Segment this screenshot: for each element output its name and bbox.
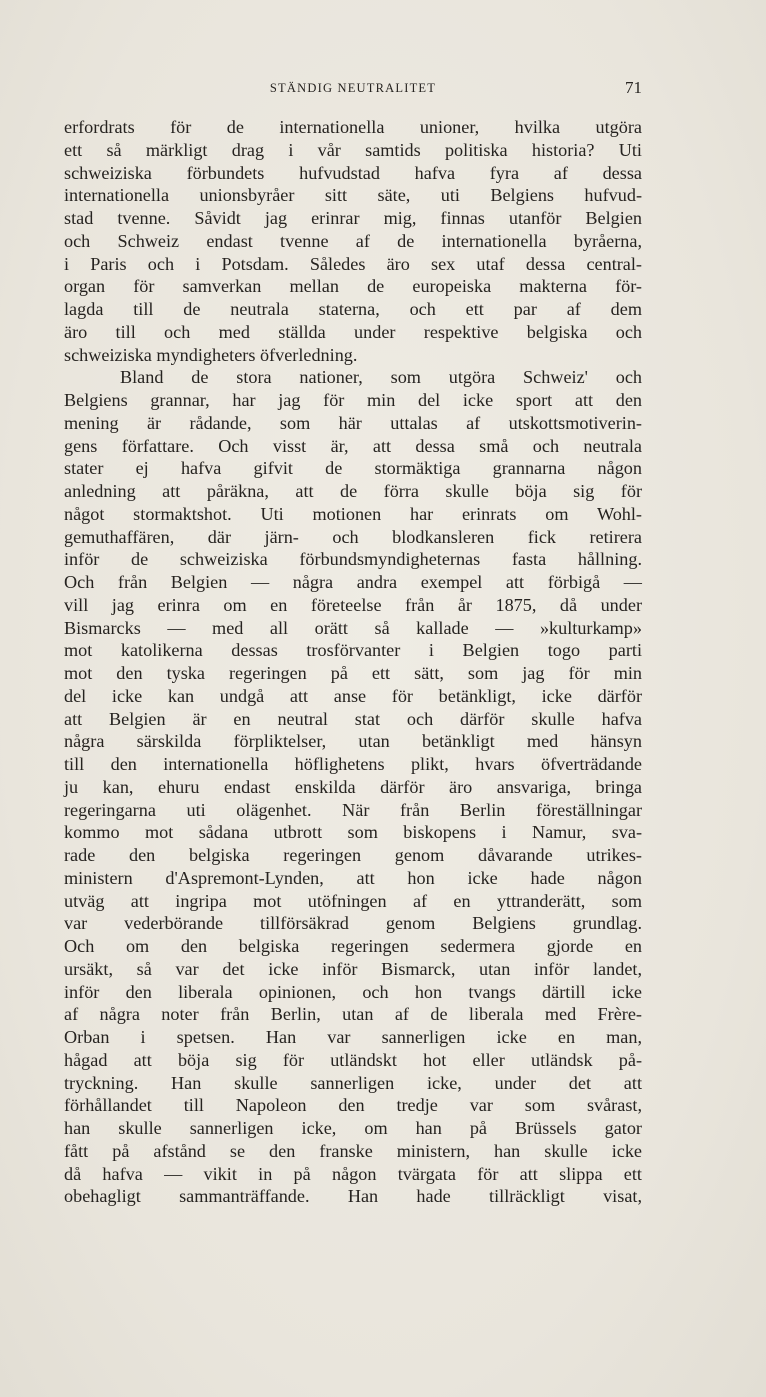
text-line: regeringarna uti olägenhet. När från Berlin föreställningar <box>64 799 642 820</box>
text-line: ju kan, ehuru endast enskilda därför äro ansvariga, bringa <box>64 776 642 797</box>
text-line: till den internationella höflighetens plikt, hvars öfverträdande <box>64 754 642 774</box>
text-line: utväg att ingripa mot utöfningen af en yttranderätt, som <box>64 890 642 911</box>
text-line: Och om den belgiska regeringen sedermera gjorde en <box>64 936 642 956</box>
text-line: Orban i spetsen. Han var sannerligen icke en man, <box>64 1027 642 1047</box>
text-line: och Schweiz endast tvenne af de internationella byråerna, <box>64 230 642 251</box>
text-line: rade den belgiska regeringen genom dåvarande utrikes- <box>64 845 642 865</box>
body-text <box>64 116 642 1208</box>
text-line: då hafva — vikit in på någon tvärgata för att slippa ett <box>64 1163 642 1184</box>
text-line: gemuthaffären, där järn- och blodkansleren fick retirera <box>64 526 642 547</box>
text-line: gens författare. Och visst är, att dessa små och neutrala <box>64 435 642 456</box>
text-line: inför de schweiziska förbundsmyndigheternas fasta hållning. <box>64 549 642 570</box>
text-line: anledning att påräkna, att de förra skulle böja sig för <box>64 481 642 501</box>
text-line: internationella unionsbyråer sitt säte, uti Belgiens hufvud- <box>64 185 642 206</box>
text-line: ursäkt, så var det icke inför Bismarck, utan inför landet, <box>64 958 642 979</box>
text-line: stater ej hafva gifvit de stormäktiga grannarna någon <box>64 458 642 479</box>
text-line: Och från Belgien — några andra exempel att förbigå — <box>64 572 642 592</box>
text-line: del icke kan undgå att anse för betänkligt, icke därför <box>64 685 642 706</box>
text-line: schweiziska förbundets hufvudstad hafva fyra af dessa <box>64 162 642 183</box>
running-head <box>64 78 642 98</box>
page-number: 71 <box>625 78 642 97</box>
text-line: att Belgien är en neutral stat och därför skulle hafva <box>64 708 642 729</box>
text-line: Bland de stora nationer, som utgöra Schweiz' och <box>120 367 642 388</box>
text-line: äro till och med ställda under respektive belgiska och <box>64 321 642 342</box>
text-line: hågad att böja sig för utländskt hot eller utländsk på- <box>64 1049 642 1070</box>
text-line: förhållandet till Napoleon den tredje var som svårast, <box>64 1095 642 1116</box>
text-line: schweiziska myndigheters öfverledning. <box>64 344 358 365</box>
text-line: fått på afstånd se den franske ministern, han skulle icke <box>64 1140 642 1161</box>
text-line: ett så märkligt drag i vår samtids politiska historia? Uti <box>64 139 642 160</box>
text-line: mot den tyska regeringen på ett sätt, som jag för min <box>64 663 642 683</box>
text-line: kommo mot sådana utbrott som biskopens i Namur, sva- <box>64 822 642 843</box>
text-line: något stormaktshot. Uti motionen har erinrats om Wohl- <box>64 503 642 524</box>
text-line: några särskilda förpliktelser, utan betänkligt med hänsyn <box>64 731 642 752</box>
text-line: mot katolikerna dessas trosförvanter i Belgien togo parti <box>64 640 642 661</box>
text-line: vill jag erinra om en företeelse från år 1875, då under <box>64 594 642 615</box>
text-line: var vederbörande tillförsäkrad genom Belgiens grundlag. <box>64 913 642 934</box>
text-line: i Paris och i Potsdam. Således äro sex utaf dessa central- <box>64 253 642 274</box>
text-line: Bismarcks — med all orätt så kallade — »kulturkamp» <box>64 617 642 638</box>
text-line: erfordrats för de internationella unioner, hvilka utgöra <box>64 117 642 137</box>
text-line: han skulle sannerligen icke, om han på Brüssels gator <box>64 1118 642 1138</box>
text-line: obehagligt sammanträffande. Han hade tillräckligt visat, <box>64 1186 642 1207</box>
text-line: tryckning. Han skulle sannerligen icke, under det att <box>64 1072 642 1093</box>
text-line: lagda till de neutrala staterna, och ett par af dem <box>64 299 642 319</box>
text-line: stad tvenne. Såvidt jag erinrar mig, finnas utanför Belgien <box>64 208 642 228</box>
text-line: inför den liberala opinionen, och hon tvangs därtill icke <box>64 981 642 1002</box>
text-line: mening är rådande, som här uttalas af utskottsmotiverin- <box>64 412 642 433</box>
text-line: ministern d'Aspremont-Lynden, att hon icke hade någon <box>64 867 642 888</box>
text-line: organ för samverkan mellan de europeiska makterna för- <box>64 276 642 297</box>
running-title: STÄNDIG NEUTRALITET <box>269 81 437 95</box>
text-line: Belgiens grannar, har jag för min del icke sport att den <box>64 390 642 410</box>
text-line: af några noter från Berlin, utan af de liberala med Frère- <box>64 1004 642 1025</box>
